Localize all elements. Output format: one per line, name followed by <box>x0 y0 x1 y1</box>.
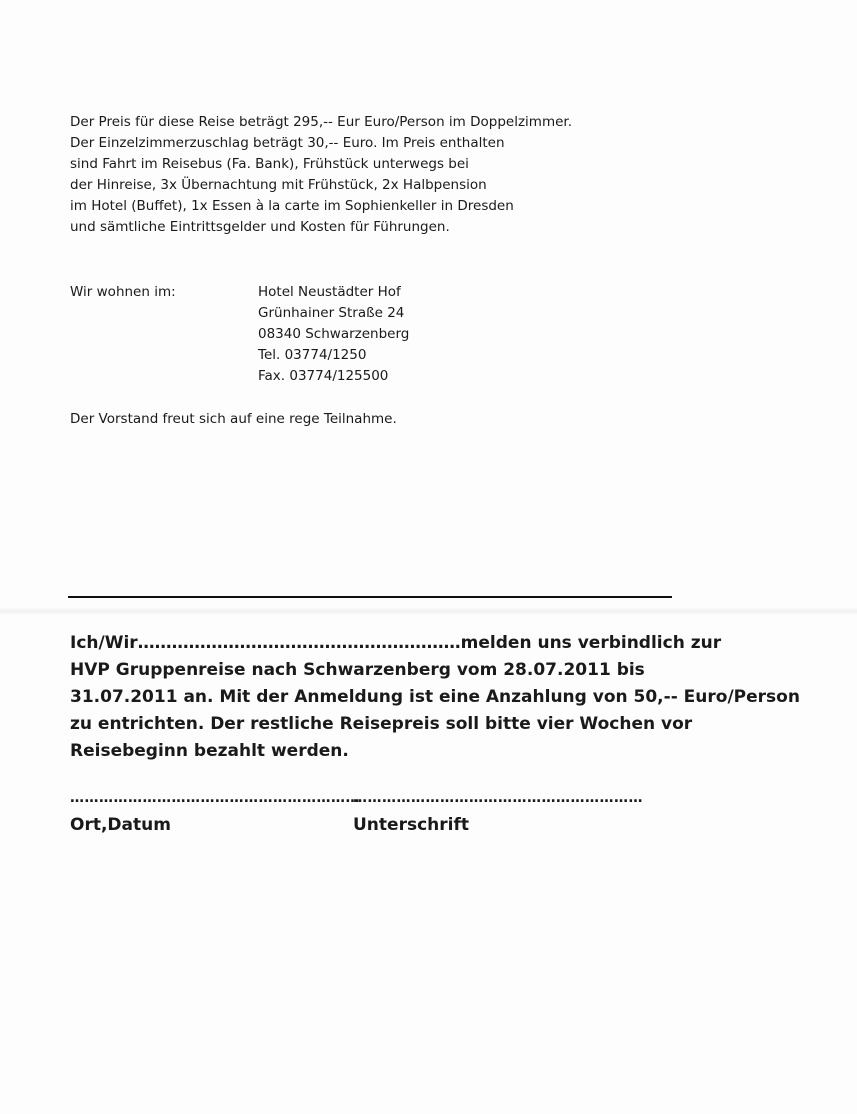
hotel-city: 08340 Schwarzenberg <box>258 326 410 342</box>
trip-details-paragraph <box>70 112 572 238</box>
board-note: Der Vorstand freut sich auf eine rege Teilnahme. <box>70 411 397 427</box>
text-line: im Hotel (Buffet), 1x Essen à la carte im Sophienkeller in Dresden <box>70 198 514 214</box>
signature-field[interactable]: …………………………………………………… <box>353 790 643 806</box>
registration-line: Ich/Wir…………………………………………………melden uns verbindlich zur <box>70 633 722 653</box>
hotel-name: Hotel Neustädter Hof <box>258 284 401 300</box>
text-line: Der Einzelzimmerzuschlag beträgt 30,-- Euro. Im Preis enthalten <box>70 135 505 151</box>
text-line: und sämtliche Eintrittsgelder und Kosten für Führungen. <box>70 219 450 235</box>
registration-line: zu entrichten. Der restliche Reisepreis soll bitte vier Wochen vor <box>70 714 693 734</box>
registration-line: 31.07.2011 an. Mit der Anmeldung ist eine Anzahlung von 50,-- Euro/Person <box>70 687 800 707</box>
registration-line: Reisebeginn bezahlt werden. <box>70 741 349 761</box>
paper-fold <box>0 607 857 615</box>
registration-form-text <box>70 630 800 765</box>
registration-line: HVP Gruppenreise nach Schwarzenberg vom 28.07.2011 bis <box>70 660 645 680</box>
text-line: Der Preis für diese Reise beträgt 295,-- Eur Euro/Person im Doppelzimmer. <box>70 114 573 130</box>
hotel-address <box>258 282 409 387</box>
place-date-label: Ort,Datum <box>70 815 171 835</box>
hotel-fax: Fax. 03774/125500 <box>258 368 389 384</box>
text-line: der Hinreise, 3x Übernachtung mit Frühstück, 2x Halbpension <box>70 177 487 193</box>
accommodation-label: Wir wohnen im: <box>70 284 176 300</box>
cut-line <box>68 596 672 598</box>
place-date-field[interactable]: …………………………………………………… <box>70 790 360 806</box>
hotel-street: Grünhainer Straße 24 <box>258 305 405 321</box>
hotel-phone: Tel. 03774/1250 <box>258 347 367 363</box>
text-line: sind Fahrt im Reisebus (Fa. Bank), Frühstück unterwegs bei <box>70 156 469 172</box>
signature-label: Unterschrift <box>353 815 469 835</box>
